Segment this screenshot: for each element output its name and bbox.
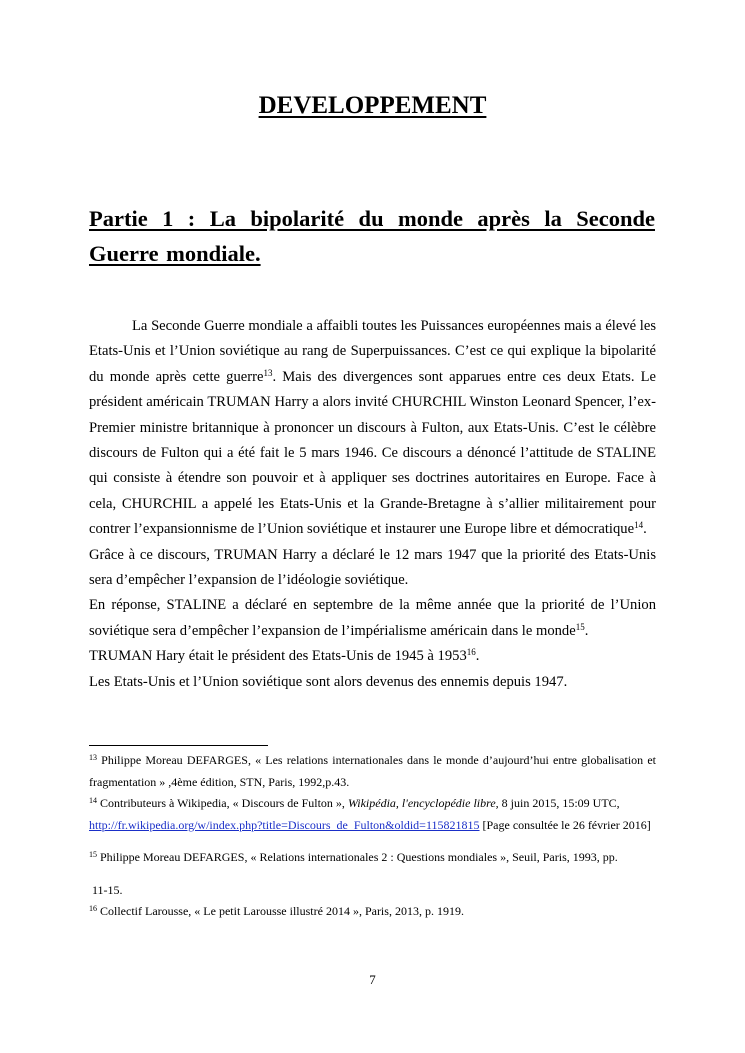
footnote-separator xyxy=(89,745,268,746)
paragraph-4: TRUMAN Hary était le président des Etats-Unis de 1945 à 1953$^{16}$. xyxy=(89,647,480,665)
footnote-15-continuation: 11-15. xyxy=(89,882,123,897)
footnote-16: $^{16}$ Collectif Larousse, « Le petit Larousse illustré 2014 », Paris, 2013, p. 1919. xyxy=(89,904,464,918)
footnote-ref-14[interactable]: 14 xyxy=(634,520,644,531)
document-title: DEVELOPPEMENT xyxy=(258,92,487,119)
page-number: 7 xyxy=(369,972,376,987)
paragraph-1: La Seconde Guerre mondiale a affaibli toutes les Puissances européennes mais a élevé les Etats-Unis et l’Union soviétique au rang de Superpuissances. C’est ce qui explique la bipolarité du monde après cette guerre$^{13}$. Mais des divergences sont apparues entre ces deux Etats. Le président américain TRUMAN Harry a alors invité CHURCHIL Winston Leonard Spencer, l’ex-Premier ministre britannique à prononcer un discours à Fulton, aux Etats-Unis. C’est le célèbre discours de Fulton qui a été fait le 5 mars 1946. Ce discours a dénoncé l’attitude de STALINE qui consiste à étendre son pouvoir et à appliquer ses doctrines autoritaires en Europe. Face à cela, CHURCHIL a appelé les Etats-Unis et la Grande-Bretagne à s’allier militairement pour contrer l’expansionnisme de l’Union soviétique et instaurer une Europe libre et démocratique$^{14}$. xyxy=(89,318,657,538)
paragraph-3: En réponse, STALINE a déclaré en septembre de la même année que la priorité de l’Union soviétique sera d’empêcher l’expansion de l’impérialisme américain dans le monde$^{15}$. xyxy=(89,597,656,639)
footnote-ref-16[interactable]: 16 xyxy=(466,647,476,658)
paragraph-5: Les Etats-Unis et l’Union soviétique sont alors devenus des ennemis depuis 1947. xyxy=(89,673,568,690)
wikipedia-link[interactable]: http://fr.wikipedia.org/w/index.php?title=Discours_de_Fulton&oldid=115821815 xyxy=(89,817,480,832)
footnote-13: $^{13}$ Philippe Moreau DEFARGES, « Les relations internationales dans le monde d’aujourd’hui entre globalisation et fragmentation » ,4ème édition, STN, Paris, 1992,p.43. xyxy=(89,753,656,789)
footnote-ref-13[interactable]: 13 xyxy=(263,367,273,378)
footnote-14: $^{14}$ Contributeurs à Wikipedia, « Discours de Fulton », Wikipédia, l'encyclopédie libre, 8 juin 2015, 15:09 UTC, http://fr.wikipedia.org/w/index.php?title=Discours_de_Fulton&oldid=115821815 [Page consultée le 26 février 2016] xyxy=(89,796,651,832)
body-text xyxy=(89,314,656,695)
footnote-ref-15[interactable]: 15 xyxy=(575,621,585,632)
paragraph-2: Grâce à ce discours, TRUMAN Harry a déclaré le 12 mars 1947 que la priorité des Etats-Unis sera d’empêcher l’expansion de l’idéologie soviétique. xyxy=(89,546,656,589)
footnote-15: $^{15}$ Philippe Moreau DEFARGES, « Relations internationales 2 : Questions mondiales », Seuil, Paris, 1993, pp. xyxy=(89,850,618,864)
footnotes xyxy=(89,750,656,923)
section-title: Partie 1 : La bipolarité du monde après la Seconde Guerre mondiale. xyxy=(89,206,655,266)
